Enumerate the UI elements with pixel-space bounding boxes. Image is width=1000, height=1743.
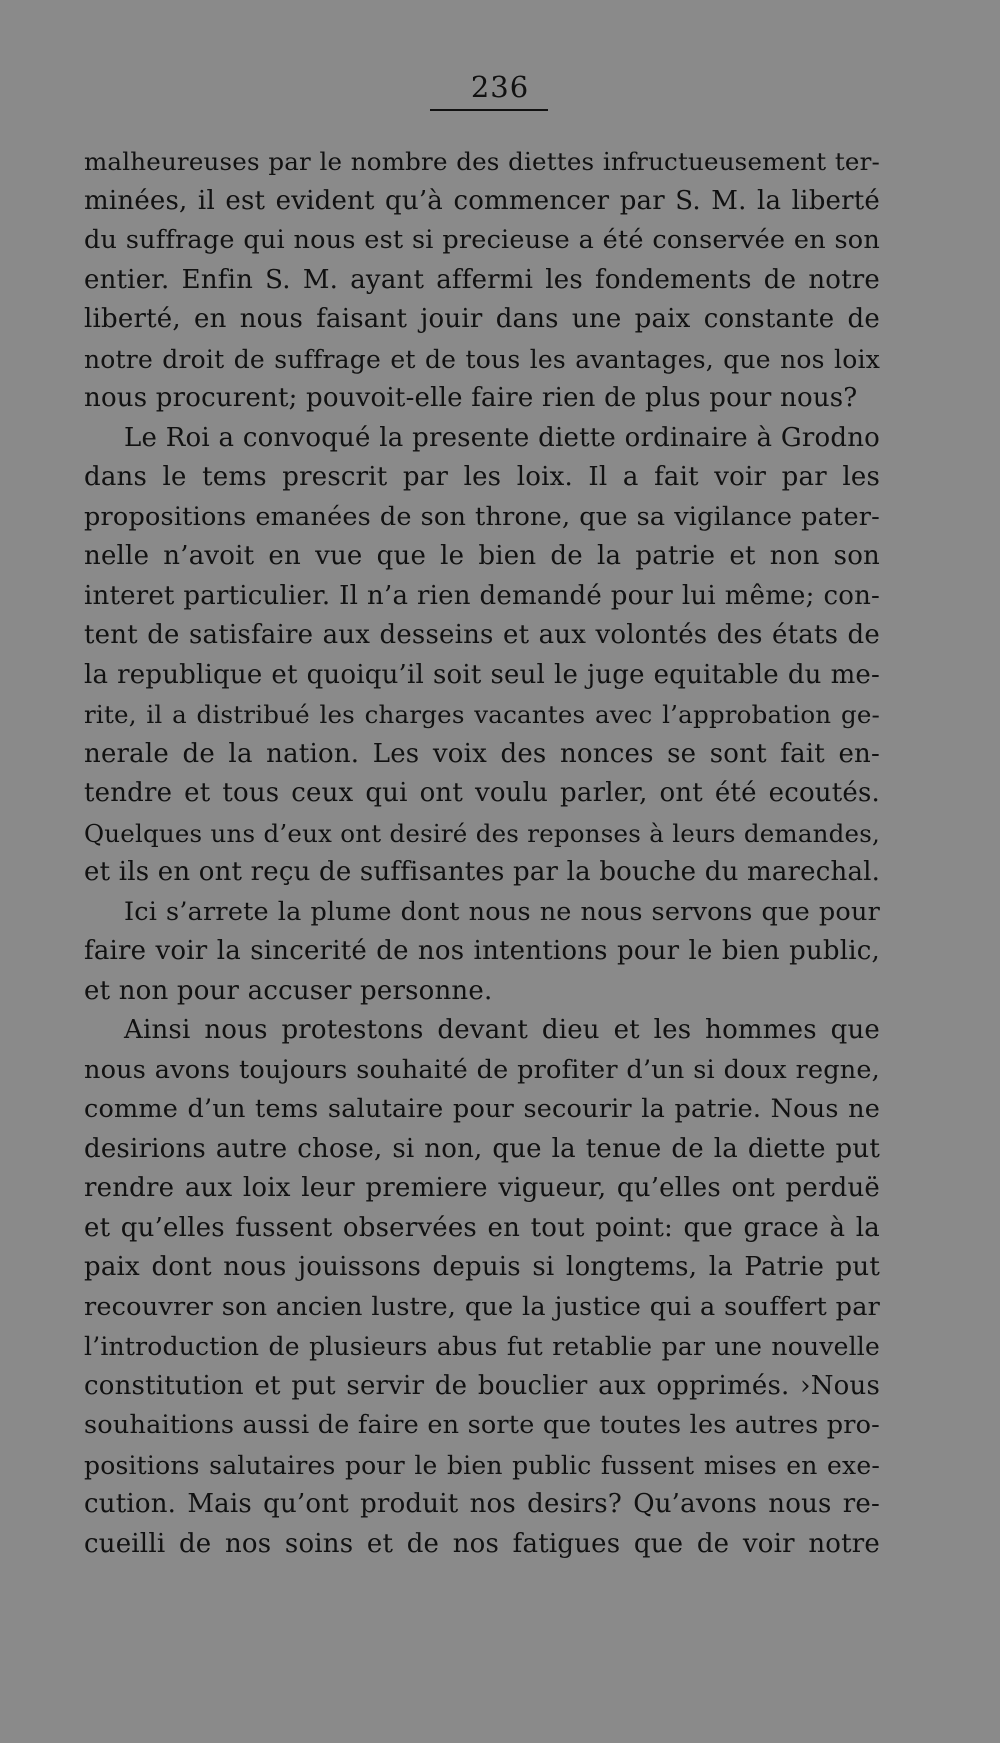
text-line: Ici s’arrete la plume dont nous ne nous servons que pour — [124, 896, 880, 927]
text-line: et qu’elles fussent observées en tout point: que grace à la — [84, 1212, 880, 1243]
text-line: comme d’un tems salutaire pour secourir la patrie. Nous ne — [84, 1094, 880, 1124]
body-text — [84, 142, 880, 1564]
text-line: nerale de la nation. Les voix des nonces se sont fait en- — [84, 738, 880, 769]
text-line: desirions autre chose, si non, que la tenue de la diette put — [84, 1133, 880, 1164]
text-line: Ainsi nous protestons devant dieu et les hommes que — [124, 1015, 880, 1045]
text-line: tent de satisfaire aux desseins et aux volontés des états de — [84, 620, 880, 650]
text-line: nous avons toujours souhaité de profiter d’un si doux regne, — [84, 1054, 880, 1085]
text-line: nous procurent; pouvoit-elle faire rien de plus pour nous? — [84, 383, 858, 413]
text-line: l’introduction de plusieurs abus fut retablie par une nouvelle — [84, 1332, 880, 1361]
text-line: liberté, en nous faisant jouir dans une paix constante de — [84, 304, 880, 334]
text-line: du suffrage qui nous est si precieuse a été conservée en son — [84, 225, 880, 255]
text-line: souhaitions aussi de faire en sorte que toutes les autres pro- — [84, 1410, 880, 1440]
text-line: rendre aux loix leur premiere vigueur, qu’elles ont perduë — [84, 1173, 880, 1203]
text-line: interet particulier. Il n’a rien demandé pour lui même; con- — [84, 580, 880, 611]
text-line: paix dont nous jouissons depuis si longtems, la Patrie put — [84, 1252, 880, 1282]
text-line: Le Roi a convoqué la presente diette ordinaire à Grodno — [124, 422, 880, 453]
text-line: rite, il a distribué les charges vacantes avec l’approbation ge- — [84, 700, 880, 729]
text-line: et non pour accuser personne. — [84, 975, 493, 1006]
text-line: recouvrer son ancien lustre, que la justice qui a souffert par — [84, 1291, 880, 1322]
text-line: minées, il est evident qu’à commencer par S. M. la liberté — [84, 185, 880, 216]
text-line: constitution et put servir de bouclier aux opprimés. ›Nous — [84, 1370, 880, 1401]
text-line: notre droit de suffrage et de tous les avantages, que nos loix — [84, 344, 880, 374]
header-rule — [430, 109, 548, 111]
text-line: faire voir la sincerité de nos intentions pour le bien public, — [84, 936, 880, 966]
text-line: dans le tems prescrit par les loix. Il a fait voir par les — [84, 462, 880, 492]
text-line: propositions emanées de son throne, que sa vigilance pater- — [84, 501, 880, 532]
text-line: cueilli de nos soins et de nos fatigues que de voir notre — [84, 1528, 880, 1559]
text-line: positions salutaires pour le bien public fussent mises en exe- — [84, 1450, 880, 1480]
text-line: tendre et tous ceux qui ont voulu parler, ont été ecoutés. — [84, 778, 880, 808]
page-number: 236 — [470, 70, 530, 104]
text-line: cution. Mais qu’ont produit nos desirs? Qu’avons nous re- — [84, 1489, 880, 1519]
text-line: et ils en ont reçu de suffisantes par la bouche du marechal. — [84, 857, 881, 887]
text-line: Quelques uns d’eux ont desiré des reponses à leurs demandes, — [84, 818, 880, 848]
text-line: la republique et quoiqu’il soit seul le juge equitable du me- — [84, 659, 880, 690]
text-line: malheureuses par le nombre des diettes infructueusement ter- — [84, 147, 880, 176]
text-line: nelle n’avoit en vue que le bien de la patrie et non son — [84, 541, 880, 571]
text-line: entier. Enfin S. M. ayant affermi les fondements de notre — [84, 264, 880, 295]
